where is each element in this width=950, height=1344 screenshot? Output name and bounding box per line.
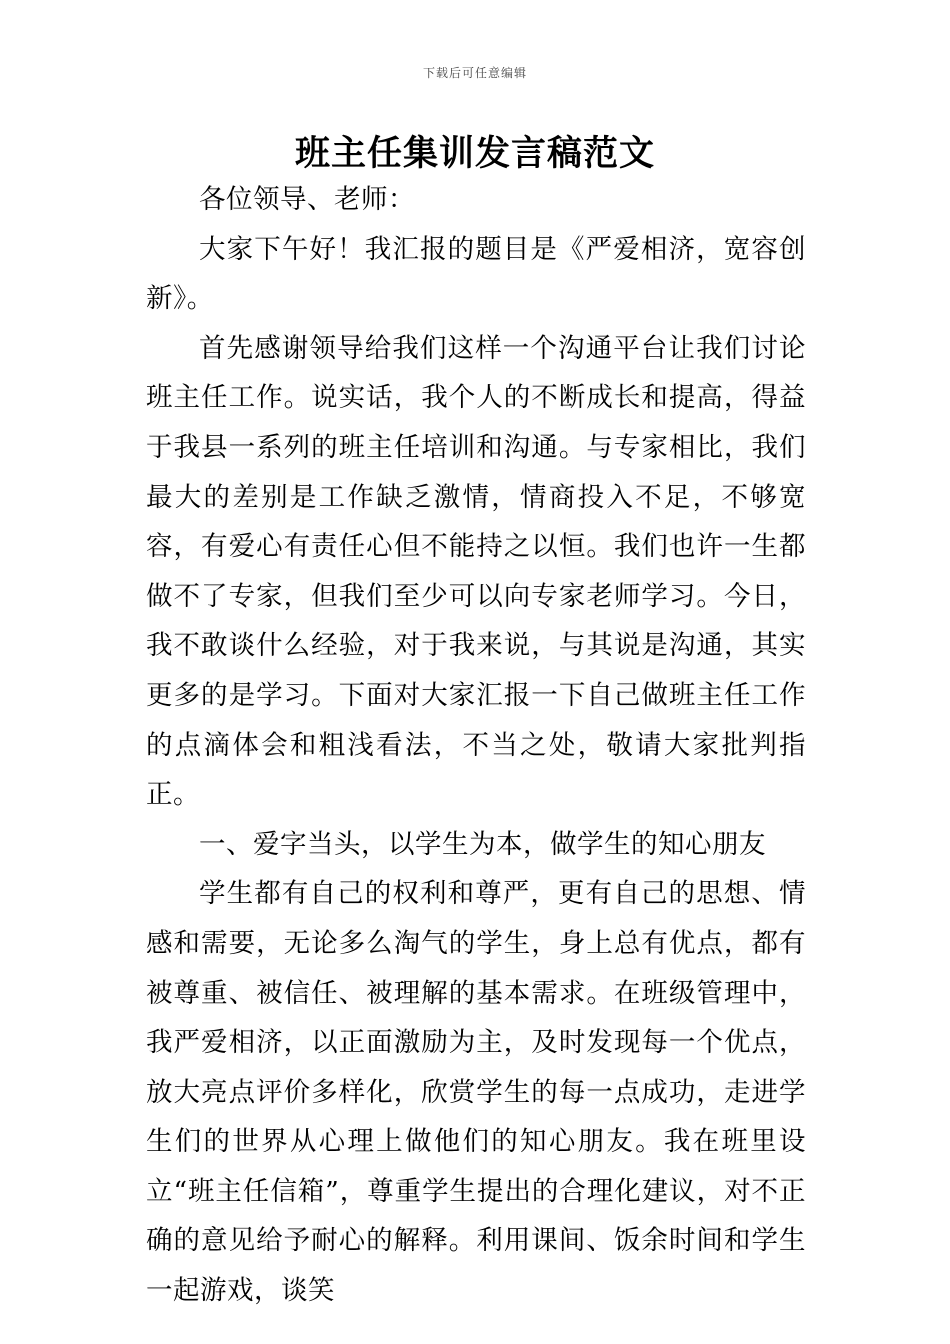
body-paragraph: 首先感谢领导给我们这样一个沟通平台让我们讨论班主任工作。说实话，我个人的不断成长和提高，得益于我县一系列的班主任培训和沟通。与专家相比，我们最大的差别是工作缺乏激情，情商投入不足，不够宽容，有爱心有责任心但不能持之以恒。我们也许一生都做不了专家，但我们至少可以向专家老师学习。今日，我不敢谈什么经验，对于我来说，与其说是沟通，其实更多的是学习。下面对大家汇报一下自己做班主任工作的点滴体会和粗浅看法，不当之处，敬请大家批判指正。 (146, 332, 806, 811)
body-paragraph: 学生都有自己的权利和尊严，更有自己的思想、情感和需要，无论多么淘气的学生，身上总有优点，都有被尊重、被信任、被理解的基本需求。在班级管理中，我严爱相济，以正面激励为主，及时发现每一个优点，放大亮点评价多样化，欣赏学生的每一点成功，走进学生们的世界从心理上做他们的知心朋友。我在班里设立“班主任信箱”，尊重学生提出的合理化建议，对不正确的意见给予耐心的解释。利用课间、饭余时间和学生一起游戏，谈笑 (146, 878, 806, 1307)
document-title: 班主任集训发言稿范文 (294, 134, 655, 174)
section-heading: 一、爱字当头，以学生为本，做学生的知心朋友 (199, 828, 766, 860)
greeting-paragraph: 各位领导、老师： (199, 184, 415, 215)
document-body (146, 175, 806, 1316)
body-paragraph: 大家下午好！我汇报的题目是《严爱相济，宽容创新》。 (146, 233, 806, 315)
header-note: 下载后可任意编辑 (422, 66, 527, 80)
